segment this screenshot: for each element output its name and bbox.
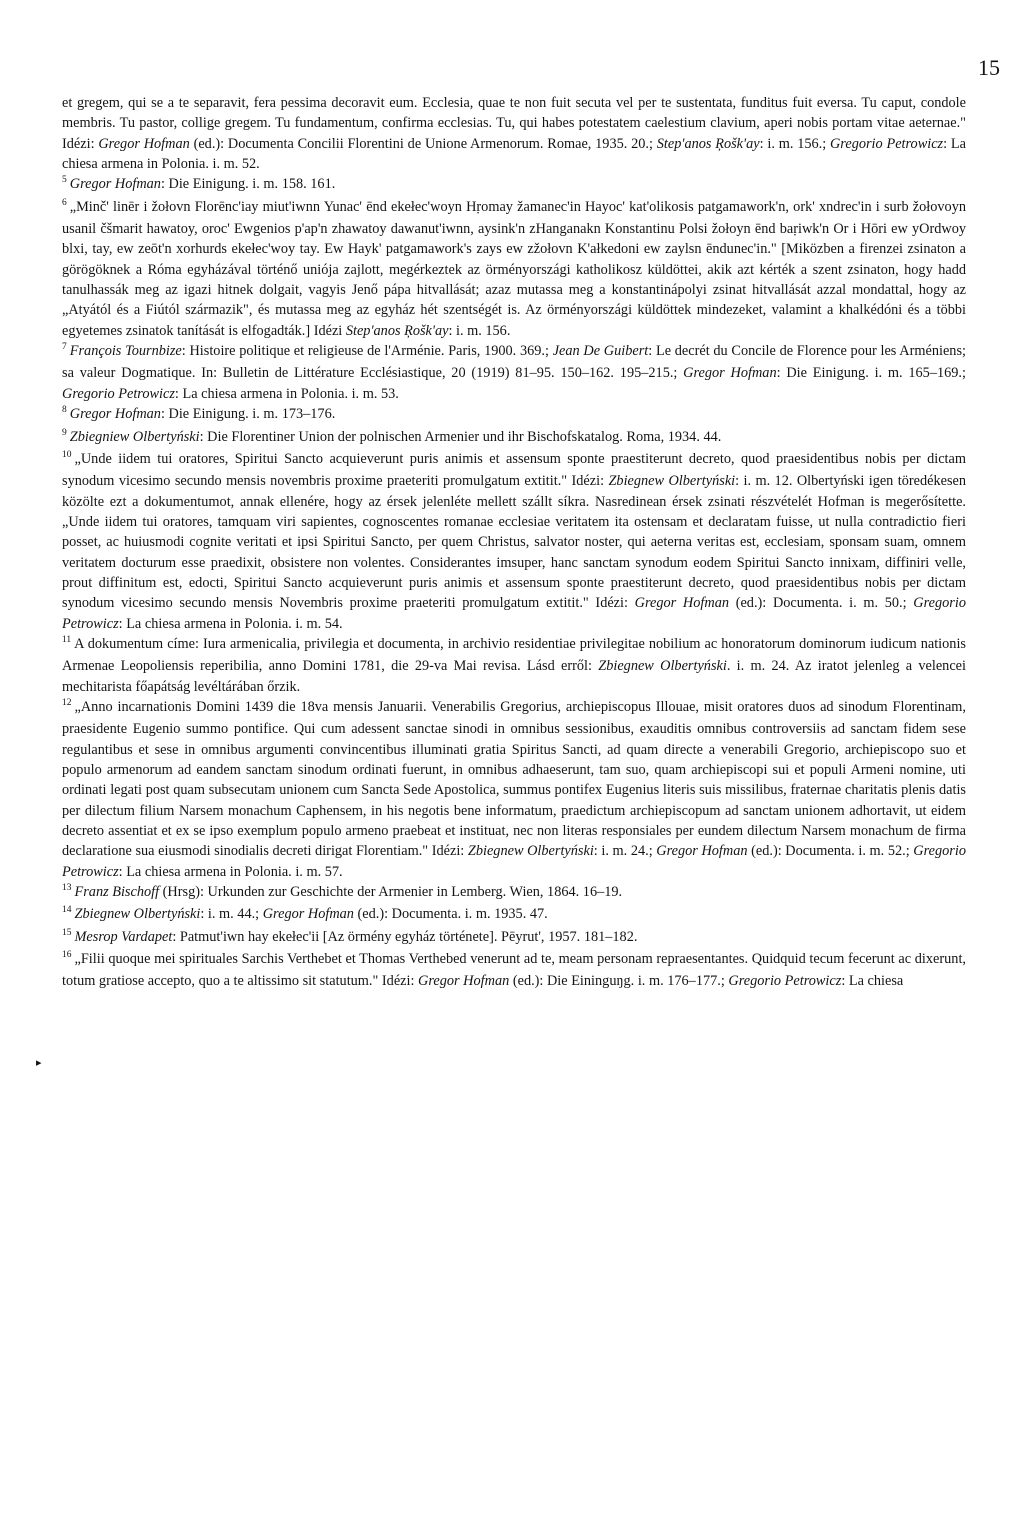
footnotes-block [62, 93, 966, 992]
footnote [62, 93, 966, 174]
footnote-text: : i. m. 24.; [593, 843, 657, 860]
footnote-text: „Unde iidem tui oratores, Spiritui Sancto acquieverunt puris animis et assensum sponte praestiterunt decreto, quod praesidentibus nobis per dictam synodum vicesimo secundo mensis novembris proxime praeteriti promulgatum extitit." Idézi: [62, 450, 966, 490]
footnote-number: 15 [62, 927, 72, 938]
footnote-number: 11 [62, 634, 72, 645]
footnote-text: et gregem, qui se a te separavit, fera pessima decoravit eum. Ecclesia, quae te non fuit secuta vel per te sustentata, funditus fuit eversa. Tu caput, condole membris. Tu pastor, collige gregem. Tu fundamentum, confirma ecclesias. Tu, qui habes potestatem caelestium clavium, aperi nobis portam vitae aeternae." Idézi: [62, 95, 966, 152]
footnote-author: Franz Bischoff [74, 884, 160, 901]
footnote-author: Gregor Hofman [634, 595, 729, 612]
footnote [62, 404, 966, 426]
footnote-number: 9 [62, 427, 67, 438]
footnote-text: (ed.): Documenta. i. m. 50.; [729, 595, 914, 612]
footnote [62, 197, 966, 341]
footnote-text: : Die Einigung. i. m. 165–169.; [776, 365, 966, 382]
footnote-text: : i. m. 12. Olbertyński igen töredékesen közölte ezt a dokumentumot, annak ellenére, hogy az érsek jelenléte mellett szállt síkra. Nasredinean érsek zsinati részvételét Hofman is megerősítette. „Unde iidem tui oratores, tamquam viri sapientes, cognoscentes romanae ecclesiae veritatem ita ostensam et declaratam fuisse, ut nulla contradictio fieri posset, ac huiusmodi cognite veritati et ipsi Spiritui Sancto, per quem Christus, salvator noster, qui aeterna veritas est, ecclesiam, sponsam suam, omnem veritatem docturum esse praedixit, obsistere non volentes. Considerantes imsuper, hanc sanctam synodum eodem Spiritui Sancto innixam, diffiniri velle, prout diffinitum est, edocti, Spiritui Sancto acquieverunt puris animis et assensum sponte praestiterunt decreto, quod praesidentibus nobis per dictam synodum vicesimo secundo mensis Novembris proxime praeteriti promulgatum extitit." Idézi: [62, 473, 966, 612]
page-number: 15 [978, 55, 1000, 80]
footnote [62, 341, 966, 404]
margin-marker-icon: ▸ [36, 1057, 42, 1069]
footnote-text: „Anno incarnationis Domini 1439 die 18va mensis Januarii. Venerabilis Gregorius, archiepiscopus Illouae, misit oratores duos ad sinodum Florentinam, praesidente Eugenio summo pontifice. Qui cum adessent sanctae sinodi in omnibus sessionibus, exauditis omnibus controversiis ad sanctam fidem sese regulantibus et sese in omnibus argumenti convincentibus illuminati gratia Spiritus Sancti, ad quam directe a venerabili Gregorio, archiepiscopo suo et populo armenorum ad eandem sanctam sinodum ordinati fuerunt, in omnibus adhaeserunt, tam suo, quam archiepiscopi sui et populi Armeni nomine, uti ordinati legati post quam subsecutam unionem cum Sancta Sede Apostolica, summus pontifex Eugenius literis suis missilibus, fraternae charitatis plenis datis per dilectum filium Narsem monachum Caphensem, in his negotis bene informatum, praedictum archiepiscopum ad sanctam unionem adhortavit, ut eidem decreto assentiat et ex se ipso exemplum populo armeno praebeat et instituat, nec non literas responsiales per eundem dilectum Narsem monachum de firma declaratione sua eiusmodi sinodialis decreti dirigat Florentiam." Idézi: [62, 698, 966, 860]
footnote-author: Gregor Hofman [656, 843, 748, 860]
footnote-author: Step'anos Ŗošk'ay [656, 135, 760, 152]
footnote [62, 634, 966, 697]
footnote-author: Zbiegnew Olbertyński [467, 843, 594, 860]
footnote-author: Gregorio Petrowicz [829, 135, 944, 152]
footnote-text: „Minč' linēr i žołovn Florēnc'iay miut'iwnn Yunac' ēnd ekełec'woyn Hṛomay žamanec'in Hayoc' kat'olikosis patgamawork'n, ork' xndrec'in i surb žołovoyn usanil čšmarit hawatoy, oroc' Ewgenios p'ap'n zhawatoy dawanut'iwnn, aysink'n zHanganakn Konstantinu Polsi žołoyn ēnd baṛiwk'n Or i Hōri ew yOrdwoy blxi, tay, ew zeōt'n xorhurds ekełec'woy tay. Ew Hayk' patgamawork's zays ew zžołovn K'ałkedoni ew zaylsn ēndunec'in." [Miközben a firenzei zsinaton a görögöknek a Róma egyházával történő uniója zajlott, megérkeztek az örményországi katholikosz küldöttei, akik azt kérték a szent zsinaton, hogy hadd tanulhassák meg az igazi hitnek dolgait, vagyis Jenő pápa hitvallását; azaz mutassa meg a konstantinápolyi zsinat hitvallását azzal mondattal, hogy az „Atyától és a Fiútól származik", és mutassa meg az egyház hét szentségét is. Az örményországi küldöttek mindezeket, valamint a khalkédóni és a többi egyetemes zsinatok tanítását is elfogadták.] Idézi [62, 198, 966, 339]
footnote [62, 927, 966, 949]
footnote-text: : La chiesa armena in Polonia. i. m. 53. [174, 385, 399, 402]
footnote-author: Gregor Hofman [683, 365, 777, 382]
footnote-text: : La chiesa armena in Polonia. i. m. 54. [118, 615, 343, 632]
footnote-author: Gregor Hofman [418, 973, 510, 990]
footnote-text: : La chiesa armena in Polonia. i. m. 57. [118, 863, 343, 880]
footnote [62, 449, 966, 634]
footnote-author: Mesrop Vardapet [74, 928, 173, 945]
footnote-author: Gregorio Petrowicz [728, 973, 842, 990]
footnote-text: : Die Florentiner Union der polnischen Armenier und ihr Bischofskatalog. Roma, 1934. 44. [199, 428, 722, 445]
footnote-text: (ed.): Documenta. i. m. 52.; [747, 843, 914, 860]
footnote-text: : Die Einigung. i. m. 158. 161. [160, 176, 336, 193]
footnote-number: 13 [62, 883, 72, 894]
footnote-author: Gregor Hofman [69, 176, 161, 193]
footnote-number: 5 [62, 175, 67, 186]
footnote-text: : Die Einigung. i. m. 173–176. [160, 406, 336, 423]
footnote-text: : Le decrét du Concile de Florence pour les Arméniens; sa valeur Dogmatique. In: Bulletin de Littérature Ecclésiastique, 20 (1919) 81–95. 150–162. 195–215.; [62, 343, 966, 382]
footnote-text: : La chiesa armena in Polonia. i. m. 52. [62, 135, 966, 173]
footnote-text: : Histoire politique et religieuse de l'Arménie. Paris, 1900. 369.; [181, 343, 553, 360]
footnote-text: : i. m. 156. [448, 322, 511, 339]
footnote-number: 7 [62, 342, 67, 353]
footnote-author: Zbiegnew Olbertyński [608, 473, 736, 490]
footnote-text: (ed.): Documenta. i. m. 1935. 47. [353, 906, 548, 923]
footnote-author: Gregorio Petrowicz [62, 385, 175, 402]
footnote-text: (ed.): Documenta Concilii Florentini de Unione Armenorum. Romae, 1935. 20.; [189, 135, 657, 152]
footnote-text: A dokumentum címe: Iura armenicalia, privilegia et documenta, in archivio residentiae privilegitae nobilium ac honoratorum dominorum iudicum nationis Armenae Leopoliensis reperibilia, anno Domini 1781, die 29-va Mai revisa. Lásd erről: [62, 635, 966, 675]
footnote-author: Jean De Guibert [552, 343, 649, 360]
footnote-text: „Filii quoque mei spirituales Sarchis Verthebet et Thomas Verthebed venerunt ad te, meam personam repraesentantes. Quidquid tecum fecerunt ac dixerunt, totum gratiose accepto, quo a te altissimo sit statutum." Idézi: [62, 951, 966, 990]
footnote-author: Zbiegnew Olbertyński [598, 658, 727, 675]
footnote-text: : Patmut'iwn hay ekełec'ii [Az örmény egyház története]. Pēyrut', 1957. 181–182. [172, 928, 638, 945]
footnote-author: Gregor Hofman [69, 406, 161, 423]
footnote-text: . i. m. 24. Az iratot jelenleg a velencei mechitarista főapátság levéltárában őrzik. [62, 658, 966, 695]
footnote-author: Gregor Hofman [262, 906, 354, 923]
footnote-number: 8 [62, 405, 67, 416]
footnote-number: 6 [62, 197, 67, 208]
footnote-number: 12 [62, 697, 72, 708]
footnote-author: Zbiegniew Olbertyński [69, 428, 200, 445]
footnote-number: 10 [62, 449, 72, 460]
footnote-author: Gregorio Petrowicz [62, 843, 966, 880]
footnote-text: : La chiesa [841, 973, 904, 990]
footnote-text: : i. m. 44.; [200, 906, 263, 923]
footnote-author: Gregorio Petrowicz [62, 595, 966, 632]
footnote-text: (ed.): Die Eininguŋg. i. m. 176–177.; [509, 973, 729, 990]
footnote-number: 14 [62, 905, 72, 916]
footnote-text: : i. m. 156.; [759, 135, 830, 152]
footnote-author: François Tournbize [69, 343, 182, 360]
footnote [62, 882, 966, 904]
footnote [62, 949, 966, 992]
footnote-author: Step'anos Ŗošk'ay [345, 322, 449, 339]
footnote [62, 904, 966, 926]
footnote-author: Gregor Hofman [98, 135, 190, 152]
footnote-number: 16 [62, 950, 72, 961]
footnote [62, 174, 966, 196]
footnote [62, 697, 966, 882]
footnote-author: Zbiegnew Olbertyński [74, 906, 201, 923]
footnote [62, 427, 966, 449]
footnote-text: (Hrsg): Urkunden zur Geschichte der Armenier in Lemberg. Wien, 1864. 16–19. [159, 884, 623, 901]
